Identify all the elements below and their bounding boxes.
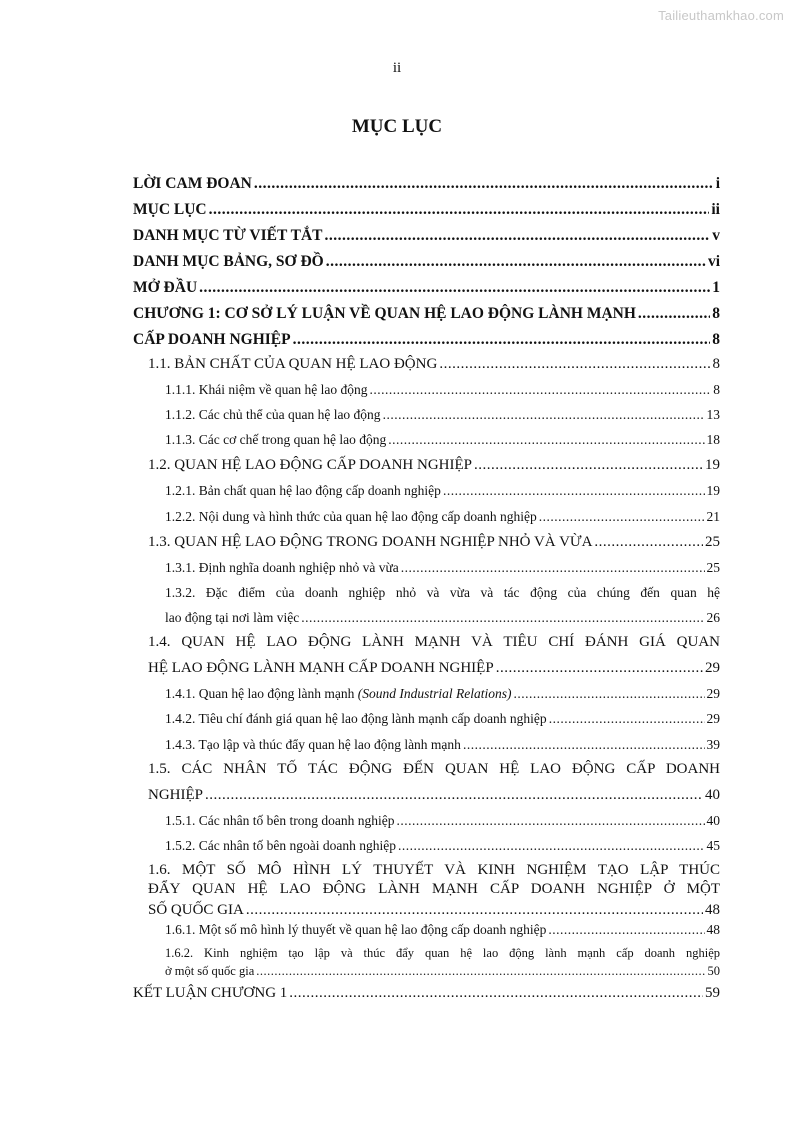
toc-entry-page: 19 — [706, 483, 720, 498]
toc-entry-title: 1.5.1. Các nhân tố bên trong doanh nghiệp — [165, 813, 395, 828]
dot-leader — [496, 660, 703, 677]
dot-leader — [463, 737, 705, 753]
dot-leader — [326, 253, 706, 271]
toc-entry-title: 1.1.2. Các chủ thể của quan hệ lao động — [165, 407, 381, 422]
toc-entry-page: 8 — [712, 356, 720, 372]
toc-entry-page: 40 — [705, 787, 720, 803]
dot-leader — [205, 787, 703, 804]
toc-entry[interactable] — [133, 985, 720, 1002]
toc-entry[interactable] — [165, 838, 720, 854]
dot-leader — [388, 432, 704, 448]
toc-entry-page: 1 — [712, 279, 720, 296]
toc-entry-title: 1.2.1. Bản chất quan hệ lao động cấp doanh nghiệp — [165, 483, 441, 498]
toc-entry-title: 1.6.1. Một số mô hình lý thuyết về quan hệ lao động cấp doanh nghiệp — [165, 922, 547, 937]
toc-entry-title: KẾT LUẬN CHƯƠNG 1 — [133, 985, 288, 1001]
toc-entry[interactable] — [133, 279, 720, 297]
toc-entry-page: 8 — [712, 331, 720, 348]
dot-leader — [548, 922, 704, 938]
toc-entry[interactable] — [148, 356, 720, 373]
toc-entry-title: LỜI CAM ĐOAN — [133, 175, 252, 192]
toc-entry-title: lao động tại nơi làm việc — [165, 610, 300, 625]
dot-leader — [513, 686, 704, 702]
toc-entry[interactable] — [133, 253, 720, 271]
toc-entry[interactable] — [133, 201, 720, 219]
toc-entry-title: MỤC LỤC — [133, 201, 207, 218]
toc-entry-page: v — [712, 227, 720, 244]
dot-leader — [289, 985, 703, 1002]
toc-entry-page: 18 — [706, 432, 720, 447]
toc-entry-page: 45 — [706, 838, 720, 853]
toc-entry-title-line[interactable]: 1.6. MỘT SỐ MÔ HÌNH LÝ THUYẾT VÀ KINH NGHIỆM TẠO LẬP THÚC — [148, 862, 720, 878]
toc-entry-page: 26 — [706, 610, 720, 625]
toc-entry-page: 39 — [706, 737, 720, 752]
toc-entry-title-line[interactable]: 1.5. CÁC NHÂN TỐ TÁC ĐỘNG ĐẾN QUAN HỆ LAO ĐỘNG CẤP DOANH — [148, 761, 720, 777]
toc-entry-page: 13 — [706, 407, 720, 422]
toc-entry[interactable] — [148, 787, 720, 804]
toc-entry-title: NGHIỆP — [148, 787, 203, 803]
dot-leader — [401, 560, 705, 576]
toc-entry-title: DANH MỤC BẢNG, SƠ ĐỒ — [133, 253, 324, 270]
dot-leader — [398, 838, 705, 854]
toc-entry-page: 29 — [706, 711, 720, 726]
toc-entry-page: ii — [711, 201, 720, 218]
toc-entry[interactable] — [148, 457, 720, 474]
toc-entry-title-line[interactable]: 1.4. QUAN HỆ LAO ĐỘNG LÀNH MẠNH VÀ TIÊU CHÍ ĐÁNH GIÁ QUAN — [148, 634, 720, 650]
toc-entry-page: 40 — [706, 813, 720, 828]
toc-entry-title-line[interactable]: 1.6.2. Kinh nghiệm tạo lập và thúc đẩy quan hệ lao động lành mạnh cấp doanh nghiệp — [165, 946, 720, 960]
toc-entry[interactable] — [165, 922, 720, 938]
toc-entry-title-line[interactable]: 1.3.2. Đặc điểm của doanh nghiệp nhỏ và vừa và tác động của chúng đến quan hệ — [165, 585, 720, 600]
toc-entry-title: MỞ ĐẦU — [133, 279, 198, 296]
dot-leader — [301, 610, 704, 626]
dot-leader — [383, 407, 705, 423]
dot-leader — [254, 175, 714, 193]
toc-entry-title: 1.4.2. Tiêu chí đánh giá quan hệ lao động lành mạnh cấp doanh nghiệp — [165, 711, 547, 726]
dot-leader — [209, 201, 710, 219]
toc-entry-title: 1.3.1. Định nghĩa doanh nghiệp nhỏ và vừa — [165, 560, 399, 575]
toc-entry-page: 29 — [705, 660, 720, 676]
toc-entry-title: DANH MỤC TỪ VIẾT TẮT — [133, 227, 323, 244]
dot-leader — [474, 457, 703, 474]
toc-entry[interactable] — [165, 964, 720, 979]
page-title: MỤC LỤC — [351, 116, 443, 137]
toc-entry[interactable] — [165, 382, 720, 398]
dot-leader — [549, 711, 705, 727]
dot-leader — [443, 483, 705, 499]
toc-entry-title: 1.3. QUAN HỆ LAO ĐỘNG TRONG DOANH NGHIỆP NHỎ VÀ VỪA — [148, 534, 593, 550]
toc-entry[interactable] — [165, 737, 720, 753]
toc-entry-page: 21 — [706, 509, 720, 524]
toc-entry-title-text: 1.4.1. Quan hệ lao động lành mạnh — [165, 686, 358, 701]
toc-entry-page: 8 — [712, 305, 720, 322]
toc-entry-page: 50 — [707, 964, 720, 978]
toc-entry-page: i — [715, 175, 720, 192]
dot-leader — [246, 902, 703, 919]
toc-entry-page: 25 — [705, 534, 720, 550]
toc-entry[interactable] — [165, 432, 720, 448]
toc-entry-page: 48 — [706, 922, 720, 937]
dot-leader — [199, 279, 710, 297]
dot-leader — [439, 356, 710, 373]
dot-leader — [369, 382, 711, 398]
toc-entry-page: 59 — [705, 985, 720, 1001]
toc-entry-chapter-1-cont[interactable] — [133, 331, 720, 349]
toc-entry[interactable] — [165, 711, 720, 727]
toc-entry-title: 1.1.3. Các cơ chế trong quan hệ lao động — [165, 432, 387, 447]
toc-entry-title-line[interactable]: ĐẨY QUAN HỆ LAO ĐỘNG LÀNH MẠNH CẤP DOANH NGHIỆP Ở MỘT — [148, 881, 720, 897]
toc-entry[interactable] — [148, 660, 720, 677]
toc-entry-page: 19 — [705, 457, 720, 473]
toc-entry-page: 25 — [706, 560, 720, 575]
page-number: ii — [392, 60, 402, 76]
dot-leader — [293, 331, 711, 349]
toc-entry-title: HỆ LAO ĐỘNG LÀNH MẠNH CẤP DOANH NGHIỆP — [148, 660, 494, 676]
toc-entry[interactable] — [165, 686, 720, 702]
toc-entry-page: vi — [707, 253, 720, 270]
toc-entry[interactable] — [133, 227, 720, 245]
watermark: Tailieuthamkhao.com — [658, 8, 784, 23]
toc-entry-title: 1.5.2. Các nhân tố bên ngoài doanh nghiệp — [165, 838, 396, 853]
dot-leader — [324, 227, 710, 245]
toc-entry[interactable] — [165, 813, 720, 829]
toc-entry[interactable] — [165, 610, 720, 626]
toc-entry[interactable] — [133, 175, 720, 193]
dot-leader — [594, 534, 703, 551]
toc-entry-chapter-1[interactable] — [133, 305, 720, 323]
dot-leader — [396, 813, 704, 829]
toc-entry-title: SỐ QUỐC GIA — [148, 902, 244, 918]
toc-entry-title — [165, 686, 511, 702]
toc-entry-title: 1.1. BẢN CHẤT CỦA QUAN HỆ LAO ĐỘNG — [148, 356, 438, 372]
toc-entry[interactable] — [165, 509, 720, 525]
toc-entry-page: 48 — [705, 902, 720, 918]
dot-leader — [256, 964, 705, 979]
toc-entry[interactable] — [148, 902, 720, 919]
toc-entry-title: 1.2. QUAN HỆ LAO ĐỘNG CẤP DOANH NGHIỆP — [148, 457, 473, 473]
toc-entry-title: ở một số quốc gia — [165, 964, 255, 978]
toc-entry-title-italic: (Sound Industrial Relations) — [357, 686, 512, 701]
toc-entry[interactable] — [165, 560, 720, 576]
toc-entry-page: 29 — [706, 686, 720, 701]
dot-leader — [638, 305, 710, 323]
toc-entry[interactable] — [148, 534, 720, 551]
toc-entry-title: 1.4.3. Tạo lập và thúc đẩy quan hệ lao động lành mạnh — [165, 737, 461, 752]
toc-entry-title: CHƯƠNG 1: CƠ SỞ LÝ LUẬN VỀ QUAN HỆ LAO ĐỘNG LÀNH MẠNH — [133, 305, 636, 322]
toc-entry-page: 8 — [713, 382, 720, 397]
toc-entry-title: 1.1.1. Khái niệm về quan hệ lao động — [165, 382, 368, 397]
toc-entry[interactable] — [165, 407, 720, 423]
dot-leader — [539, 509, 705, 525]
toc-entry[interactable] — [165, 483, 720, 499]
toc-entry-title: CẤP DOANH NGHIỆP — [133, 331, 291, 348]
toc-entry-title: 1.2.2. Nội dung và hình thức của quan hệ lao động cấp doanh nghiệp — [165, 509, 537, 524]
